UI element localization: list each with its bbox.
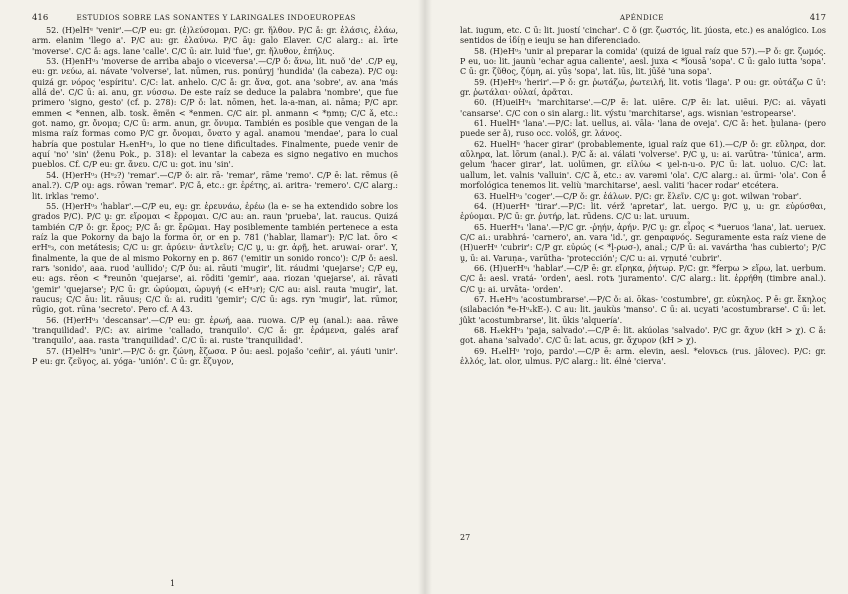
entry-63: 63. HuelHᵘ₃ 'coger'.—C/P ǒ: gr. ἑάλων. P/C: gr. ἔλεῖν. C/C ṷ: got. wilwan 'robar'. [474,191,802,201]
entry-57: 57. (H)elHᵘ₃ 'unir'.—P/C ǒ: gr. ζώνη, ἔζωσα. P ōu: aesl. pojašo 'ceñir', ai. yáuti 'unir'. P eu: gr. ζεῦγος, ai. yóga- 'unión'. C ū: gr. ἔζυγον, [32,346,398,366]
right-page-body [460,26,826,367]
entry-56: 56. (H)erHᵘ₃ 'descansar'.—C/P eu: gr. ἐρωή, aaa. ruowa. C/P eṷ (anal.): aaa. rāwe 'tranquilidad'. P/C: av. airime 'callado, tranquilo'. C/C ǎ: gr. ἐράμενα, galés araf 'tranquilo', aaa. rasta 'tranquilidad'. C/C ū: ai. ruste 'tranquilidad'. [32,315,398,346]
entry-68: 68. HₓekHᵘ₃ 'paja, salvado'.—C/P ē: lit. akúolas 'salvado'. P/C gr. ἄχυν (kH > χ). C ǎ: got. ahana 'salvado'. C/C ū: lat. acus, gr. ἄχυρον (kH > χ). [460,325,826,346]
entry-57-continued: lat. iugum, etc. C ū: lit. juostí 'cinchar'. C ǒ (gr. ζωστός, lit. júosta, etc.) es analógico. Los sentidos de ἰδίῃ e ieuju se han diferenciado. [460,26,826,46]
left-running-title: ESTUDIOS SOBRE LAS SONANTES Y LARINGALES INDOEUROPEAS [76,13,356,22]
left-running-head [32,10,398,26]
entry-52: 52. (H)elHᵘ 'venir'.—C/P eu: gr. (ἐ)λεύσομαι. P/C: gr. ἤλθον. P/C ǎ: gr. ἐλάσις, ἐλάω, arm. elanim 'llego a'. P/C au: gr. ἐλαύνω. P/C āṷ: galo Elaver. C/C alarg.: ai. īrte 'moverse'. C/C ǎ: ags. lane 'calle'. C/C ū: air. luid 'fue', gr. ἤλυθον, ἐπήλυς. [32,26,398,56]
entry-61: 61. HuelHᵘ 'lana'.—P/C: lat. uellus, ai. vāla- 'lana de oveja'. C/C ǎ: het. ḫulana- (pero puede ser ǎ), ruso occ. volóš, gr. λάνος. [460,119,826,139]
entry-60: 60. (H)ueiHᵘ₁ 'marchitarse'.—C/P ē: lat. uiēre. C/P ēi: lat. uiēui. P/C: ai. vāyati 'cansarse'. C/C con o sin alarg.: lit. výstu 'marchitarse', ags. wisnian 'estropearse'. [460,98,826,118]
entry-69: 69. HₓelHᵘ 'rojo, pardo'.—C/P ē: arm. elevin, aesl. *elovьcь (rus. jālovec). P/C: gr. ἐλλός, lat. olor, ulmus. P/C alarg.: lit. élnė 'cierva'. [460,346,826,366]
right-running-title: APÉNDICE [619,13,664,22]
entry-59: 59. (H)eHᵘ₃ 'herir'.—P ǒ: gr. ῥωτάζω, ῥωτειλή, lit. votis 'llaga'. P ou: gr. οὐτάζω C ū': gr. ῥωτάλαι· οὐλαί, ἀρᾶται. [460,77,826,98]
right-running-head [460,10,826,26]
left-bottom-mark: 1 [170,579,176,588]
right-page-number: 417 [809,13,826,23]
entry-58: 58. (H)eHᵘ₃ 'unir al preparar la comida' (quizá de igual raíz que 57).—P ǒ: gr. ζωμός. P eu, uo: lit. jaunù 'echar agua caliente', aesl. juxa < *ǐousā 'sopa'. C ū: galo iutta 'sopa'. C ū: gr. ζῦθος, ζύμη, ai. yūṣ 'sopa', lat. iūs, lit. jūšė 'una sopa'. [460,46,826,77]
entry-65: 65. HuerHᵘ₁ 'lana'.—P/C gr. -ῥηήν, ἀρήν. P/C ṷ: gr. εἶρος < *ueruos 'lana', lat. ueruex. C/C ai.: urabhrá- 'carnero', an. vara 'id.', gr. genραφνός. Seguramente esta raíz viene de (H)uerHᵘ 'cubrir': C/P gr. εὐρώς (< *ḷ-ρωσ-), anal.; C/P ū: ai. vavártha 'has cubierto'; P/C ṷ, ū: ai. Varuṇa-, varūtha- 'protección'; C/C u: ai. vṛṇuté 'cubrir'. [460,222,826,263]
entry-66: 66. (H)uerHᵘ₁ 'hablar'.—C/P ē: gr. εἴρηκα, ῥήτωρ. P/C: gr. *ferpω > εἴρω, lat. uerbum. C/C ǎ: aesl. vratá- 'orden', aesl. rotъ 'juramento'. C/C alarg.: lit. ἐρρήθη (timbre anal.). C/C ṷ: ai. urvāta- 'orden'. [460,263,826,294]
entry-53: 53. (H)enHᵘ₃ 'moverse de arriba abajo o viceversa'.—C/P ǒ: ἄνω, lit. nuõ 'de' .C/P eṷ, eu: gr. νεύω, ai. návate 'volverse', lat. nūmen, rus. ponúryj 'hundida' (la cabeza). P/C oṷ: quizá gr. νόρος 'espíritu'. C/C: lat. anhelo. C/C ǎ: gr. ἄνα, got. ana 'sobre', av. ana 'más allá de'. C/C ū: ai. anu, gr. νύσσω. De este raíz se deduce la palabra 'nombre', que fue primero 'signo, gesto' (cf. p. 278): C/P ǒ: lat. nōmen, het. la-a-man, ai. nāma; P/C apr. emmen < *ennen, alb. tosk. ẽmën < *enmen. C/C air. pl. anmann < *ņmņ; C/C ǎ, etc.: got. namo, gr. ὄνομα; C/C ū: arm. anun, gr. ὄνυμα. También es posible que vengan de la misma raíz formas como P/C gr. ὄνομαι, ὄνατο y agal. anamou 'mendae', para lo cual habría que postular HₓenHᵘ₃, lo que no tiene dificultades. Finalmente, puede venir de aquí 'no' 'sin' (ženu Pok., p. 318): el levantar la cabeza es signo negativo en muchos pueblos. Cf. C/P eu: gr. ἄνευ. C/C u: got. inu 'sin'. [32,57,398,170]
right-page [424,0,848,594]
entry-62: 62. HuelHᵘ 'hacer girar' (probablemente, igual raíz que 61).—C/P ǒ: gr. εὔληρα, dor. αὔληρα, lat. lōrum (anal.). P/C ǎ: ai. válati 'volverse'. P/C ṷ, u: ai. varūtra- 'túnica', arm. gelum 'hacer girar', lat. uolūmen, gr. εἰλύω < ṷel-n-u-o. P/C ū: lat. uoluo. C/C: lat. uallum, let. valnis 'valluin'. C/C ǎ, etc.: av. varəmi 'ola'. C/C alarg.: ai. ūrmi- 'ola'. Con ḗ morfológica tenemos lit. veliù 'marchitarse', aesl. valiti 'hacer rodar' etcétera. [460,139,826,191]
entry-64: 64. (H)uerHᵘ 'tirar'.—P/C: lit. vérž 'apretar', lat. uergo. P/C ṷ, u: gr. εὐρύσθαι, ἐρύομαι. P/C ū: gr. ῥυτήρ, lat. rūdens. C/C u: lat. uruum. [460,201,826,222]
left-page-number: 416 [32,13,49,23]
entry-54: 54. (H)erHᵘ₃ (Hᵘ₂?) 'remar'.—C/P ǒ: air. rā- 'remar', rāme 'remo'. C/P ē: lat. rēmus (ē anal.?). C/P oṷ: ags. rōwan 'remar'. P/C ǎ, etc.: gr. ἐρέτης, ai. aritra- 'remero'. C/C alarg.: lit. irklas 'remo'. [32,170,398,201]
left-page-body [32,26,398,367]
entry-67: 67. HₓeHᵘ₃ 'acostumbrarse'.—P/C ǒ: ai. ōkas- 'costumbre', gr. εὐκηλος. P ē: gr. ἔκηλος (silabación *e-HᵘₓkE-). C au: lit. jaukùs 'manso'. C ū: ai. ucyati 'acostumbrarse'. C ū: let. jûkt 'acostumbrarse', lit. ūkis 'alquería'. [460,294,826,325]
right-bottom-mark: 27 [460,533,471,542]
entry-55: 55. (H)erHᵘ₃ 'hablar'.—C/P eu, eṷ: gr. ἐρευνάω, ἐρέω (la e- se ha extendido sobre los grados P/C). P/C ṷ: gr. εἴρομαι < ἔρρομαι. C/C au: an. raun 'prueba', lat. raucus. Quizá también C/P ǒ: gr. ἔρος; P/C ǎ: gr. ἔρῶμαι. Hay posiblemente también pertenece a esta raíz la que Pokorny da bajo la forma ōr, or en p. 781 ('hablar, llamar'): P/C lat. ōro < erHᵘ₃, con metátesis; C/C u: gr. ἀρύειν· ἀντλεῖν; C/C ṷ, u: gr. ἀρῇ, het. aruwai- orar'. Y, finalmente, la que de al mismo Pokorny en p. 867 ('emitir un sonido ronco'): C/P ǒ: aesl. rarъ 'sonido', aaa. ruod 'aullido'; C/P ǒu: ai. rāuti 'mugir', lit. ráudmi 'quejarse'; C/P eṷ, eu: ags. rēon < *reunōn 'quejarse', ai. rōditi 'gemir', aaa. riozan 'quejarse', ai. rāvati 'gemir' 'quejarse'; P/C ū: gr. ὠρύομαι, ὠρυγή (< eHᵘ₃r); C/C au: aisl. rauta 'mugir', lat. raucus; C/C āu: lit. rāuus; C/C ǔ: ai. ruditi 'gemir'; C/C ū: ags. ryn 'mugir', lat. rūmor, rūgio, got. rūna 'secreto'. Pero cf. A 43. [32,201,398,315]
